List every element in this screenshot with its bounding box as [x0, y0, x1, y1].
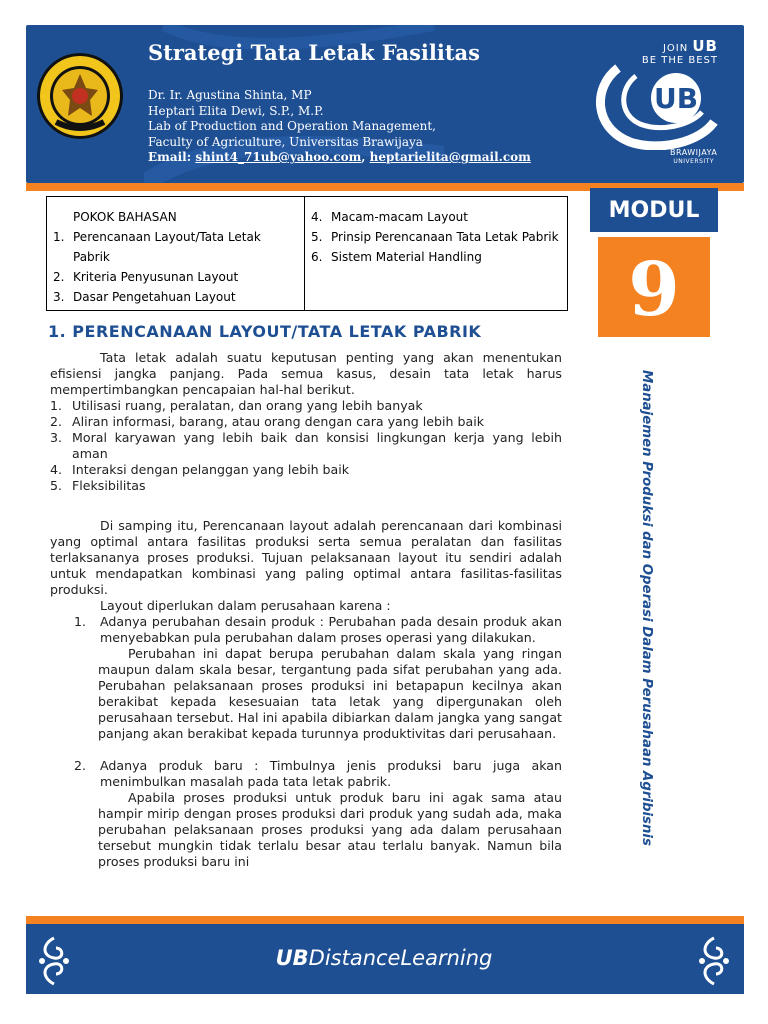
footer-brand: [0, 946, 768, 970]
author-info: [148, 88, 531, 166]
topic-text: Perencanaan Layout/Tata Letak Pabrik: [73, 230, 261, 264]
topic-item: [311, 247, 561, 267]
spacer: [50, 494, 562, 510]
spacer: [50, 510, 562, 518]
topic-number: 3.: [53, 290, 65, 304]
reason-2-paragraph: Apabila proses produksi untuk produk baru ini agak sama atau hampir mirip dengan proses produksi dari produk yang sudah ada, maka perubahan pelaksanaan proses produksi yang ada dalam perusahaan tersebut mungkin tidak terlalu besar atau terlalu banyak. Namun bila proses produksi baru ini: [98, 790, 562, 869]
list-text: Moral karyawan yang lebih baik dan konsisi lingkungan kerja yang lebih aman: [72, 430, 562, 461]
ub-university-text: UNIVERSITY: [673, 158, 714, 165]
ub-best-text: BE THE BEST: [641, 55, 718, 66]
list-number: 5.: [50, 478, 63, 493]
topic-item: [53, 267, 298, 287]
reason-item: [50, 758, 562, 790]
topics-left-column: [47, 197, 305, 310]
author-2: Heptari Elita Dewi, S.P., M.P.: [148, 103, 324, 118]
list-text: Aliran informasi, barang, atau orang dengan cara yang lebih baik: [72, 414, 484, 429]
email-separator: ,: [361, 150, 366, 164]
list-item: [50, 462, 562, 478]
reason-1-paragraph: Perubahan ini dapat berupa perubahan dalam skala yang ringan maupun dalam skala besar, tergantung pada sifat perubahan yang ada. Perubahan pelaksanaan proses produksi ini betapapun kecilnya akan berakibat kepada kesesuaian tata letak yang dipergunakan oleh perusahaan tersebut. Hal ini apabila dibiarkan dalam jangka yang sangat panjang akan berakibat kepada turunnya produktivitas dari perusahaan.: [98, 646, 562, 741]
ub-brawijaya-text: BRAWIJAYA: [670, 148, 718, 157]
list-number: 2.: [50, 414, 63, 429]
reason-2-detail: [50, 790, 562, 870]
ub-brawijaya-label: [670, 148, 717, 166]
email-row: [148, 150, 531, 166]
topic-number: 1.: [53, 230, 65, 244]
list-item: [50, 430, 562, 462]
spacer: [50, 742, 562, 758]
ub-logo-letters: UB: [653, 82, 699, 115]
topic-number: 6.: [311, 250, 323, 264]
list-item: [50, 478, 562, 494]
list-number: 3.: [50, 430, 63, 445]
modul-number: 9: [628, 247, 680, 333]
list-number: 1.: [50, 398, 63, 413]
reasons-intro: Layout diperlukan dalam perusahaan karena :: [100, 598, 391, 613]
intro-paragraph: Tata letak adalah suatu keputusan penting yang akan menentukan efisiensi jangka panjang. Pada semua kasus, desain tata letak harus mempertimbangkan pencapaian hal-hal berikut.: [50, 350, 562, 397]
reasons-list: [50, 614, 562, 646]
footer-orange-stripe: [26, 916, 744, 924]
topic-number: 4.: [311, 210, 323, 224]
topic-item: [53, 227, 298, 267]
main-content: [50, 324, 562, 870]
university-seal-logo: [36, 52, 124, 140]
topics-heading: POKOK BAHASAN: [73, 210, 177, 224]
reason-text: Adanya perubahan desain produk : Perubahan pada desain produk akan menyebabkan pula perubahan dalam proses operasi yang dilakukan.: [100, 614, 562, 645]
reason-1-detail: [50, 646, 562, 742]
list-item: [50, 398, 562, 414]
list-text: Utilisasi ruang, peralatan, dan orang yang lebih banyak: [72, 398, 423, 413]
faculty-affiliation: Faculty of Agriculture, Universitas Brawijaya: [148, 134, 423, 149]
list-item: [50, 414, 562, 430]
modul-label: MODUL: [590, 188, 718, 232]
definition-paragraph: Di samping itu, Perencanaan layout adalah perencanaan dari kombinasi yang optimal antara fasilitas produksi serta semua peralatan dan fasilitas terlaksananya proses produksi. Tujuan pelaksanaan layout itu sendiri adalah untuk mendapatkan kombinasi yang paling optimal antara fasilitas-fasilitas produksi.: [50, 518, 562, 597]
topic-item: [311, 207, 561, 227]
ub-logo-icon: [590, 58, 720, 150]
topic-text: Macam-macam Layout: [331, 210, 468, 224]
author-1: Dr. Ir. Agustina Shinta, MP: [148, 88, 312, 102]
email-link-1[interactable]: shint4_71ub@yahoo.com: [195, 150, 362, 164]
topics-right-column: [305, 197, 567, 310]
reason-number: 1.: [74, 614, 87, 629]
topic-number: 2.: [53, 270, 65, 284]
list-number: 4.: [50, 462, 63, 477]
list-text: Interaksi dengan pelanggan yang lebih baik: [72, 462, 350, 477]
topic-text: Prinsip Perencanaan Tata Letak Pabrik: [331, 230, 559, 244]
section-heading: 1. PERENCANAAN LAYOUT/TATA LETAK PABRIK: [48, 322, 482, 341]
topic-item: [311, 227, 561, 247]
topics-table: [46, 196, 568, 311]
footer-brand-rest: DistanceLearning: [308, 946, 493, 970]
reason-number: 2.: [74, 758, 87, 773]
reason-text: Adanya produk baru : Timbulnya jenis produksi baru juga akan menimbulkan masalah pada tata letak pabrik.: [100, 758, 562, 789]
topic-number: 5.: [311, 230, 323, 244]
ub-join-brand: UB: [692, 37, 718, 55]
email-label: Email:: [148, 150, 192, 164]
list-text: Fleksibilitas: [72, 478, 146, 493]
footer-brand-bold: UB: [275, 946, 309, 970]
email-link-2[interactable]: heptarielita@gmail.com: [369, 150, 531, 164]
vertical-course-title-text: Manajemen Produksi dan Operasi Dalam Perusahaan Agribisnis: [639, 370, 654, 846]
topic-text: Dasar Pengetahuan Layout: [73, 290, 236, 304]
document-title: Strategi Tata Letak Fasilitas: [148, 40, 480, 65]
topic-text: Sistem Material Handling: [331, 250, 482, 264]
topic-item: [53, 287, 298, 307]
goals-list: [50, 398, 562, 494]
reasons-list-continued: [50, 758, 562, 790]
ub-join-text: JOIN: [662, 43, 689, 54]
reason-item: [50, 614, 562, 646]
topic-text: Kriteria Penyusunan Layout: [73, 270, 239, 284]
lab-affiliation: Lab of Production and Operation Management,: [148, 119, 436, 133]
